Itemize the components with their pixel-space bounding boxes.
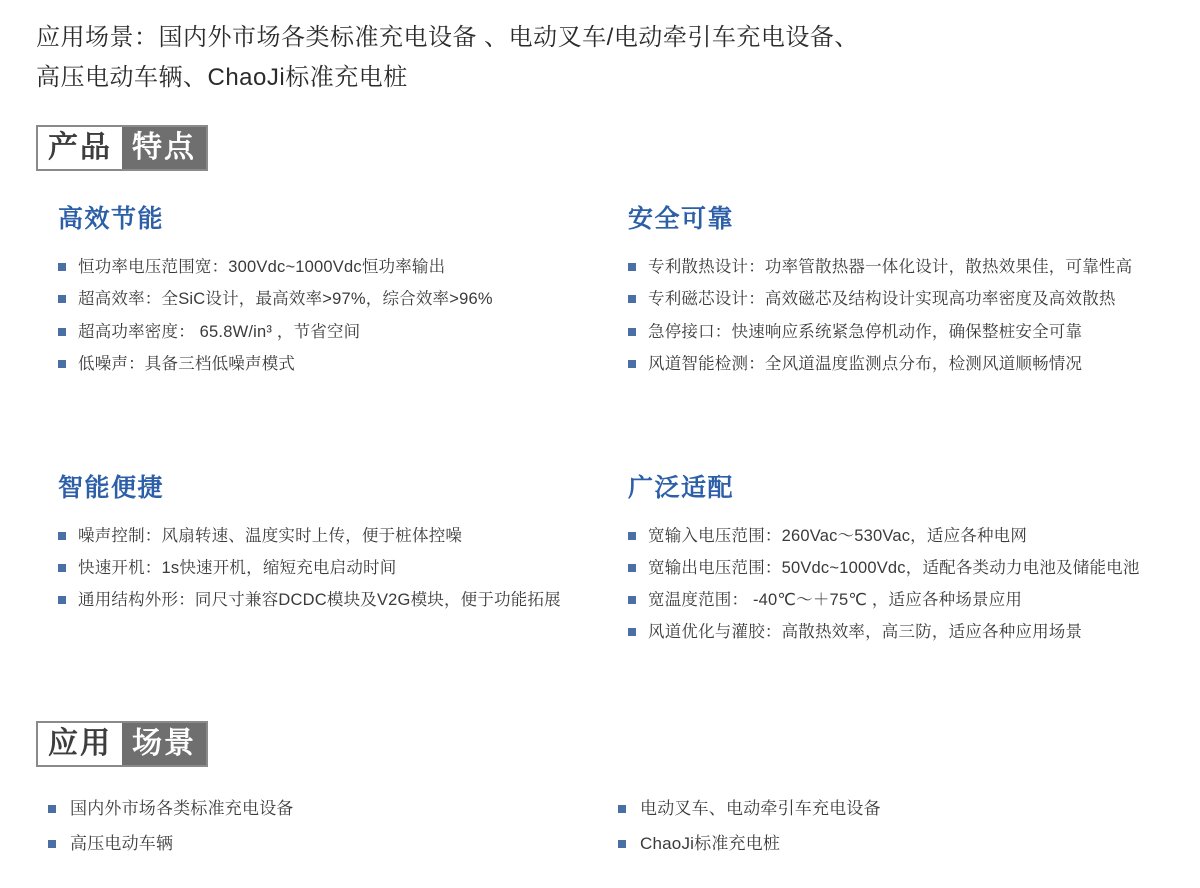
list-item-text: 超高功率密度： 65.8W/in³ ，节省空间 xyxy=(78,322,361,341)
list-item-text: 国内外市场各类标准充电设备 xyxy=(70,798,294,818)
list-item xyxy=(628,552,1164,584)
bullet-square-icon xyxy=(628,628,636,636)
section-heading-features-part-b: 特点 xyxy=(122,127,206,169)
bullet-square-icon xyxy=(48,840,56,848)
list-item-text: 宽输入电压范围：260Vac～530Vac，适应各种电网 xyxy=(648,526,1028,545)
section-heading-features-part-a: 产品 xyxy=(38,127,122,169)
bullet-square-icon xyxy=(58,328,66,336)
list-item-text: 低噪声：具备三档低噪声模式 xyxy=(78,354,296,373)
bullet-square-icon xyxy=(628,564,636,572)
bullet-square-icon xyxy=(58,360,66,368)
list-item-text: 超高效率：全SiC设计，最高效率>97%，综合效率>96% xyxy=(78,290,493,309)
feature-block-smart xyxy=(36,468,596,649)
list-item-text: 急停接口：快速响应系统紧急停机动作，确保整桩安全可靠 xyxy=(648,322,1083,341)
bullet-square-icon xyxy=(628,328,636,336)
feature-title: 广泛适配 xyxy=(628,473,735,502)
intro-line-2: 高压电动车辆、ChaoJi标准充电桩 xyxy=(36,63,408,91)
list-item-text: 宽温度范围： -40℃～＋75℃ ，适应各种场景应用 xyxy=(648,591,1023,610)
section-heading-applications xyxy=(36,721,208,767)
list-item xyxy=(48,826,608,862)
bullet-square-icon xyxy=(58,596,66,604)
list-item xyxy=(628,283,1164,315)
feature-title: 高效节能 xyxy=(58,205,165,234)
feature-block-compatibility xyxy=(606,468,1164,649)
list-item-text: 恒功率电压范围宽：300Vdc~1000Vdc恒功率输出 xyxy=(78,258,446,277)
list-item xyxy=(58,520,596,552)
feature-title: 智能便捷 xyxy=(58,473,165,502)
application-list-left xyxy=(48,791,608,862)
applications-grid xyxy=(36,791,1164,862)
list-item-text: 宽输出电压范围：50Vdc~1000Vdc，适配各类动力电池及储能电池 xyxy=(648,559,1140,578)
bullet-square-icon xyxy=(628,596,636,604)
intro-paragraph xyxy=(36,18,1096,97)
list-item-text: 通用结构外形：同尺寸兼容DCDC模块及V2G模块，便于功能拓展 xyxy=(78,591,561,610)
bullet-square-icon xyxy=(618,840,626,848)
feature-title: 安全可靠 xyxy=(628,205,735,234)
list-item xyxy=(58,251,596,283)
bullet-square-icon xyxy=(628,263,636,271)
section-heading-features xyxy=(36,125,208,171)
bullet-square-icon xyxy=(48,805,56,813)
bullet-square-icon xyxy=(628,532,636,540)
bullet-square-icon xyxy=(58,295,66,303)
feature-list xyxy=(58,251,596,380)
bullet-square-icon xyxy=(58,263,66,271)
list-item xyxy=(628,316,1164,348)
section-heading-applications-part-b: 场景 xyxy=(122,723,206,765)
feature-list xyxy=(58,520,596,617)
list-item xyxy=(618,826,1164,862)
feature-block-safety xyxy=(606,199,1164,380)
bullet-square-icon xyxy=(628,360,636,368)
list-item-text: 快速开机：1s快速开机，缩短充电启动时间 xyxy=(78,559,397,578)
list-item-text: 高压电动车辆 xyxy=(70,834,174,854)
list-item xyxy=(58,552,596,584)
list-item xyxy=(628,520,1164,552)
bullet-square-icon xyxy=(618,805,626,813)
list-item xyxy=(58,584,596,616)
application-list-right xyxy=(618,791,1164,862)
list-item xyxy=(58,316,596,348)
list-item xyxy=(618,791,1164,827)
list-item-text: ChaoJi标准充电桩 xyxy=(640,834,781,854)
list-item xyxy=(628,584,1164,616)
list-item xyxy=(628,616,1164,648)
features-grid xyxy=(36,199,1164,674)
list-item xyxy=(58,283,596,315)
list-item xyxy=(628,348,1164,380)
list-item-text: 专利散热设计：功率管散热器一体化设计，散热效果佳，可靠性高 xyxy=(648,258,1133,277)
list-item xyxy=(628,251,1164,283)
feature-list xyxy=(628,520,1164,649)
feature-list xyxy=(628,251,1164,380)
list-item xyxy=(48,791,608,827)
bullet-square-icon xyxy=(628,295,636,303)
intro-line-1: 应用场景：国内外市场各类标准充电设备 、电动叉车/电动牵引车充电设备、 xyxy=(36,24,859,51)
list-item-text: 电动叉车、电动牵引车充电设备 xyxy=(640,798,881,818)
list-item-text: 专利磁芯设计：高效磁芯及结构设计实现高功率密度及高效散热 xyxy=(648,290,1116,309)
bullet-square-icon xyxy=(58,564,66,572)
list-item-text: 风道优化与灌胶：高散热效率，高三防，适应各种应用场景 xyxy=(648,623,1083,642)
list-item-text: 噪声控制：风扇转速、温度实时上传，便于桩体控噪 xyxy=(78,526,463,545)
list-item xyxy=(58,348,596,380)
feature-block-efficiency xyxy=(36,199,596,380)
bullet-square-icon xyxy=(58,532,66,540)
section-heading-applications-part-a: 应用 xyxy=(38,723,122,765)
list-item-text: 风道智能检测：全风道温度监测点分布，检测风道顺畅情况 xyxy=(648,354,1083,373)
